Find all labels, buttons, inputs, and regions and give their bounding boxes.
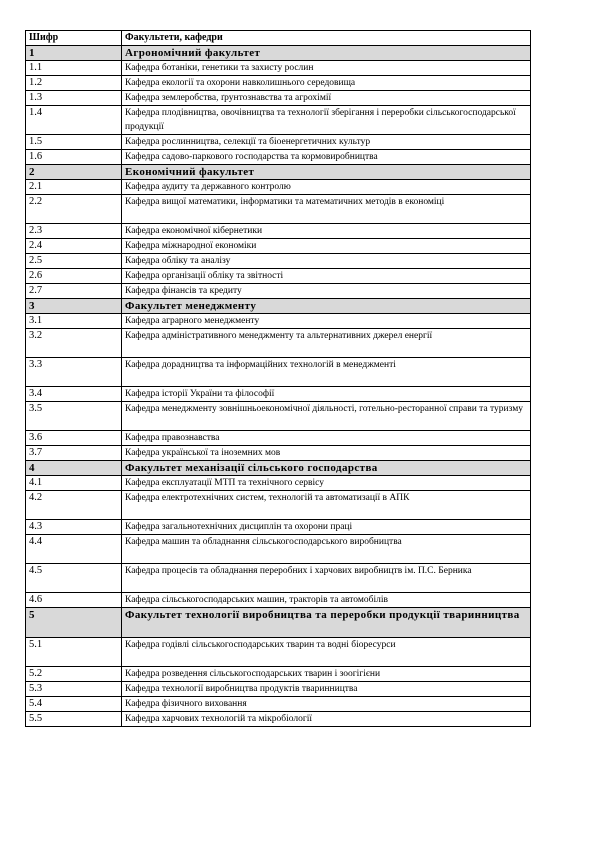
department-name: Кафедра електротехнічних систем, технологій та автоматизації в АПК: [122, 491, 531, 520]
department-row: [26, 564, 531, 593]
department-code: 3.5: [26, 402, 122, 431]
department-name: Кафедра розведення сільськогосподарських тварин і зоогігієни: [122, 667, 531, 682]
department-code: 5.3: [26, 682, 122, 697]
table-header-row: [26, 31, 531, 46]
department-code: 2.3: [26, 224, 122, 239]
faculty-row: [26, 461, 531, 476]
department-code: 2.4: [26, 239, 122, 254]
department-name: Кафедра харчових технологій та мікробіології: [122, 712, 531, 727]
department-code: 4.1: [26, 476, 122, 491]
faculties-table: [25, 30, 531, 727]
faculty-row: [26, 608, 531, 638]
department-code: 2.5: [26, 254, 122, 269]
department-name: Кафедра фізичного виховання: [122, 697, 531, 712]
department-row: [26, 682, 531, 697]
faculty-name: Агрономічний факультет: [122, 46, 531, 61]
department-code: 1.3: [26, 91, 122, 106]
department-row: [26, 269, 531, 284]
department-name: Кафедра обліку та аналізу: [122, 254, 531, 269]
faculty-row: [26, 299, 531, 314]
department-row: [26, 61, 531, 76]
department-name: Кафедра організації обліку та звітності: [122, 269, 531, 284]
department-code: 3.4: [26, 387, 122, 402]
department-name: Кафедра історії України та філософії: [122, 387, 531, 402]
department-row: [26, 697, 531, 712]
header-name: Факультети, кафедри: [122, 31, 531, 46]
department-row: [26, 239, 531, 254]
department-name: Кафедра процесів та обладнання переробних і харчових виробництв ім. П.С. Берника: [122, 564, 531, 593]
department-name: Кафедра експлуатації МТП та технічного сервісу: [122, 476, 531, 491]
department-code: 4.4: [26, 535, 122, 564]
department-row: [26, 638, 531, 667]
faculty-code: 2: [26, 165, 122, 180]
department-row: [26, 314, 531, 329]
department-code: 5.5: [26, 712, 122, 727]
department-name: Кафедра екології та охорони навколишнього середовища: [122, 76, 531, 91]
department-name: Кафедра дорадництва та інформаційних технологій в менеджменті: [122, 358, 531, 387]
department-name: Кафедра технології виробництва продуктів тваринництва: [122, 682, 531, 697]
department-row: [26, 358, 531, 387]
department-row: [26, 593, 531, 608]
faculty-name: Факультет технології виробництва та переробки продукції тваринництва: [122, 608, 531, 638]
department-row: [26, 491, 531, 520]
department-name: Кафедра сільськогосподарських машин, тракторів та автомобілів: [122, 593, 531, 608]
faculty-name: Факультет менеджменту: [122, 299, 531, 314]
department-row: [26, 712, 531, 727]
department-code: 2.6: [26, 269, 122, 284]
department-name: Кафедра вищої математики, інформатики та математичних методів в економіці: [122, 195, 531, 224]
department-name: Кафедра фінансів та кредиту: [122, 284, 531, 299]
department-name: Кафедра плодівництва, овочівництва та технології зберігання і переробки сільськогосподарської продукції: [122, 106, 531, 135]
department-name: Кафедра аграрного менеджменту: [122, 314, 531, 329]
department-code: 1.4: [26, 106, 122, 135]
department-code: 3.7: [26, 446, 122, 461]
department-row: [26, 150, 531, 165]
department-code: 4.3: [26, 520, 122, 535]
department-row: [26, 254, 531, 269]
department-row: [26, 402, 531, 431]
department-row: [26, 329, 531, 358]
department-name: Кафедра правознавства: [122, 431, 531, 446]
department-row: [26, 106, 531, 135]
department-name: Кафедра загальнотехнічних дисциплін та охорони праці: [122, 520, 531, 535]
department-code: 4.6: [26, 593, 122, 608]
faculty-name: Факультет механізації сільського господарства: [122, 461, 531, 476]
department-name: Кафедра адміністративного менеджменту та альтернативних джерел енергії: [122, 329, 531, 358]
department-name: Кафедра економічної кібернетики: [122, 224, 531, 239]
faculty-code: 5: [26, 608, 122, 638]
document-page: [25, 30, 530, 727]
faculty-row: [26, 46, 531, 61]
department-code: 3.6: [26, 431, 122, 446]
department-row: [26, 91, 531, 106]
department-row: [26, 76, 531, 91]
department-code: 1.6: [26, 150, 122, 165]
faculty-row: [26, 165, 531, 180]
department-code: 3.2: [26, 329, 122, 358]
department-code: 5.4: [26, 697, 122, 712]
department-name: Кафедра ботаніки, генетики та захисту рослин: [122, 61, 531, 76]
department-code: 2.2: [26, 195, 122, 224]
department-name: Кафедра менеджменту зовнішньоекономічної діяльності, готельно-ресторанної справи та туризму: [122, 402, 531, 431]
department-code: 4.2: [26, 491, 122, 520]
department-code: 1.1: [26, 61, 122, 76]
department-code: 1.5: [26, 135, 122, 150]
department-row: [26, 476, 531, 491]
department-row: [26, 387, 531, 402]
department-row: [26, 520, 531, 535]
department-row: [26, 224, 531, 239]
department-code: 5.1: [26, 638, 122, 667]
department-name: Кафедра аудиту та державного контролю: [122, 180, 531, 195]
department-row: [26, 446, 531, 461]
department-name: Кафедра рослинництва, селекції та біоенергетичних культур: [122, 135, 531, 150]
header-code: Шифр: [26, 31, 122, 46]
department-name: Кафедра міжнародної економіки: [122, 239, 531, 254]
faculty-code: 3: [26, 299, 122, 314]
faculty-name: Економічний факультет: [122, 165, 531, 180]
department-name: Кафедра землеробства, ґрунтознавства та агрохімії: [122, 91, 531, 106]
department-name: Кафедра садово-паркового господарства та кормовиробництва: [122, 150, 531, 165]
faculties-table-body: [26, 31, 531, 727]
department-name: Кафедра української та іноземних мов: [122, 446, 531, 461]
department-code: 1.2: [26, 76, 122, 91]
department-row: [26, 195, 531, 224]
department-code: 3.3: [26, 358, 122, 387]
department-code: 2.1: [26, 180, 122, 195]
department-code: 3.1: [26, 314, 122, 329]
department-row: [26, 667, 531, 682]
department-row: [26, 431, 531, 446]
faculty-code: 1: [26, 46, 122, 61]
department-row: [26, 135, 531, 150]
faculty-code: 4: [26, 461, 122, 476]
department-code: 5.2: [26, 667, 122, 682]
department-code: 2.7: [26, 284, 122, 299]
department-row: [26, 180, 531, 195]
department-row: [26, 284, 531, 299]
department-name: Кафедра машин та обладнання сільськогосподарського виробництва: [122, 535, 531, 564]
department-code: 4.5: [26, 564, 122, 593]
department-name: Кафедра годівлі сільськогосподарських тварин та водні біоресурси: [122, 638, 531, 667]
department-row: [26, 535, 531, 564]
